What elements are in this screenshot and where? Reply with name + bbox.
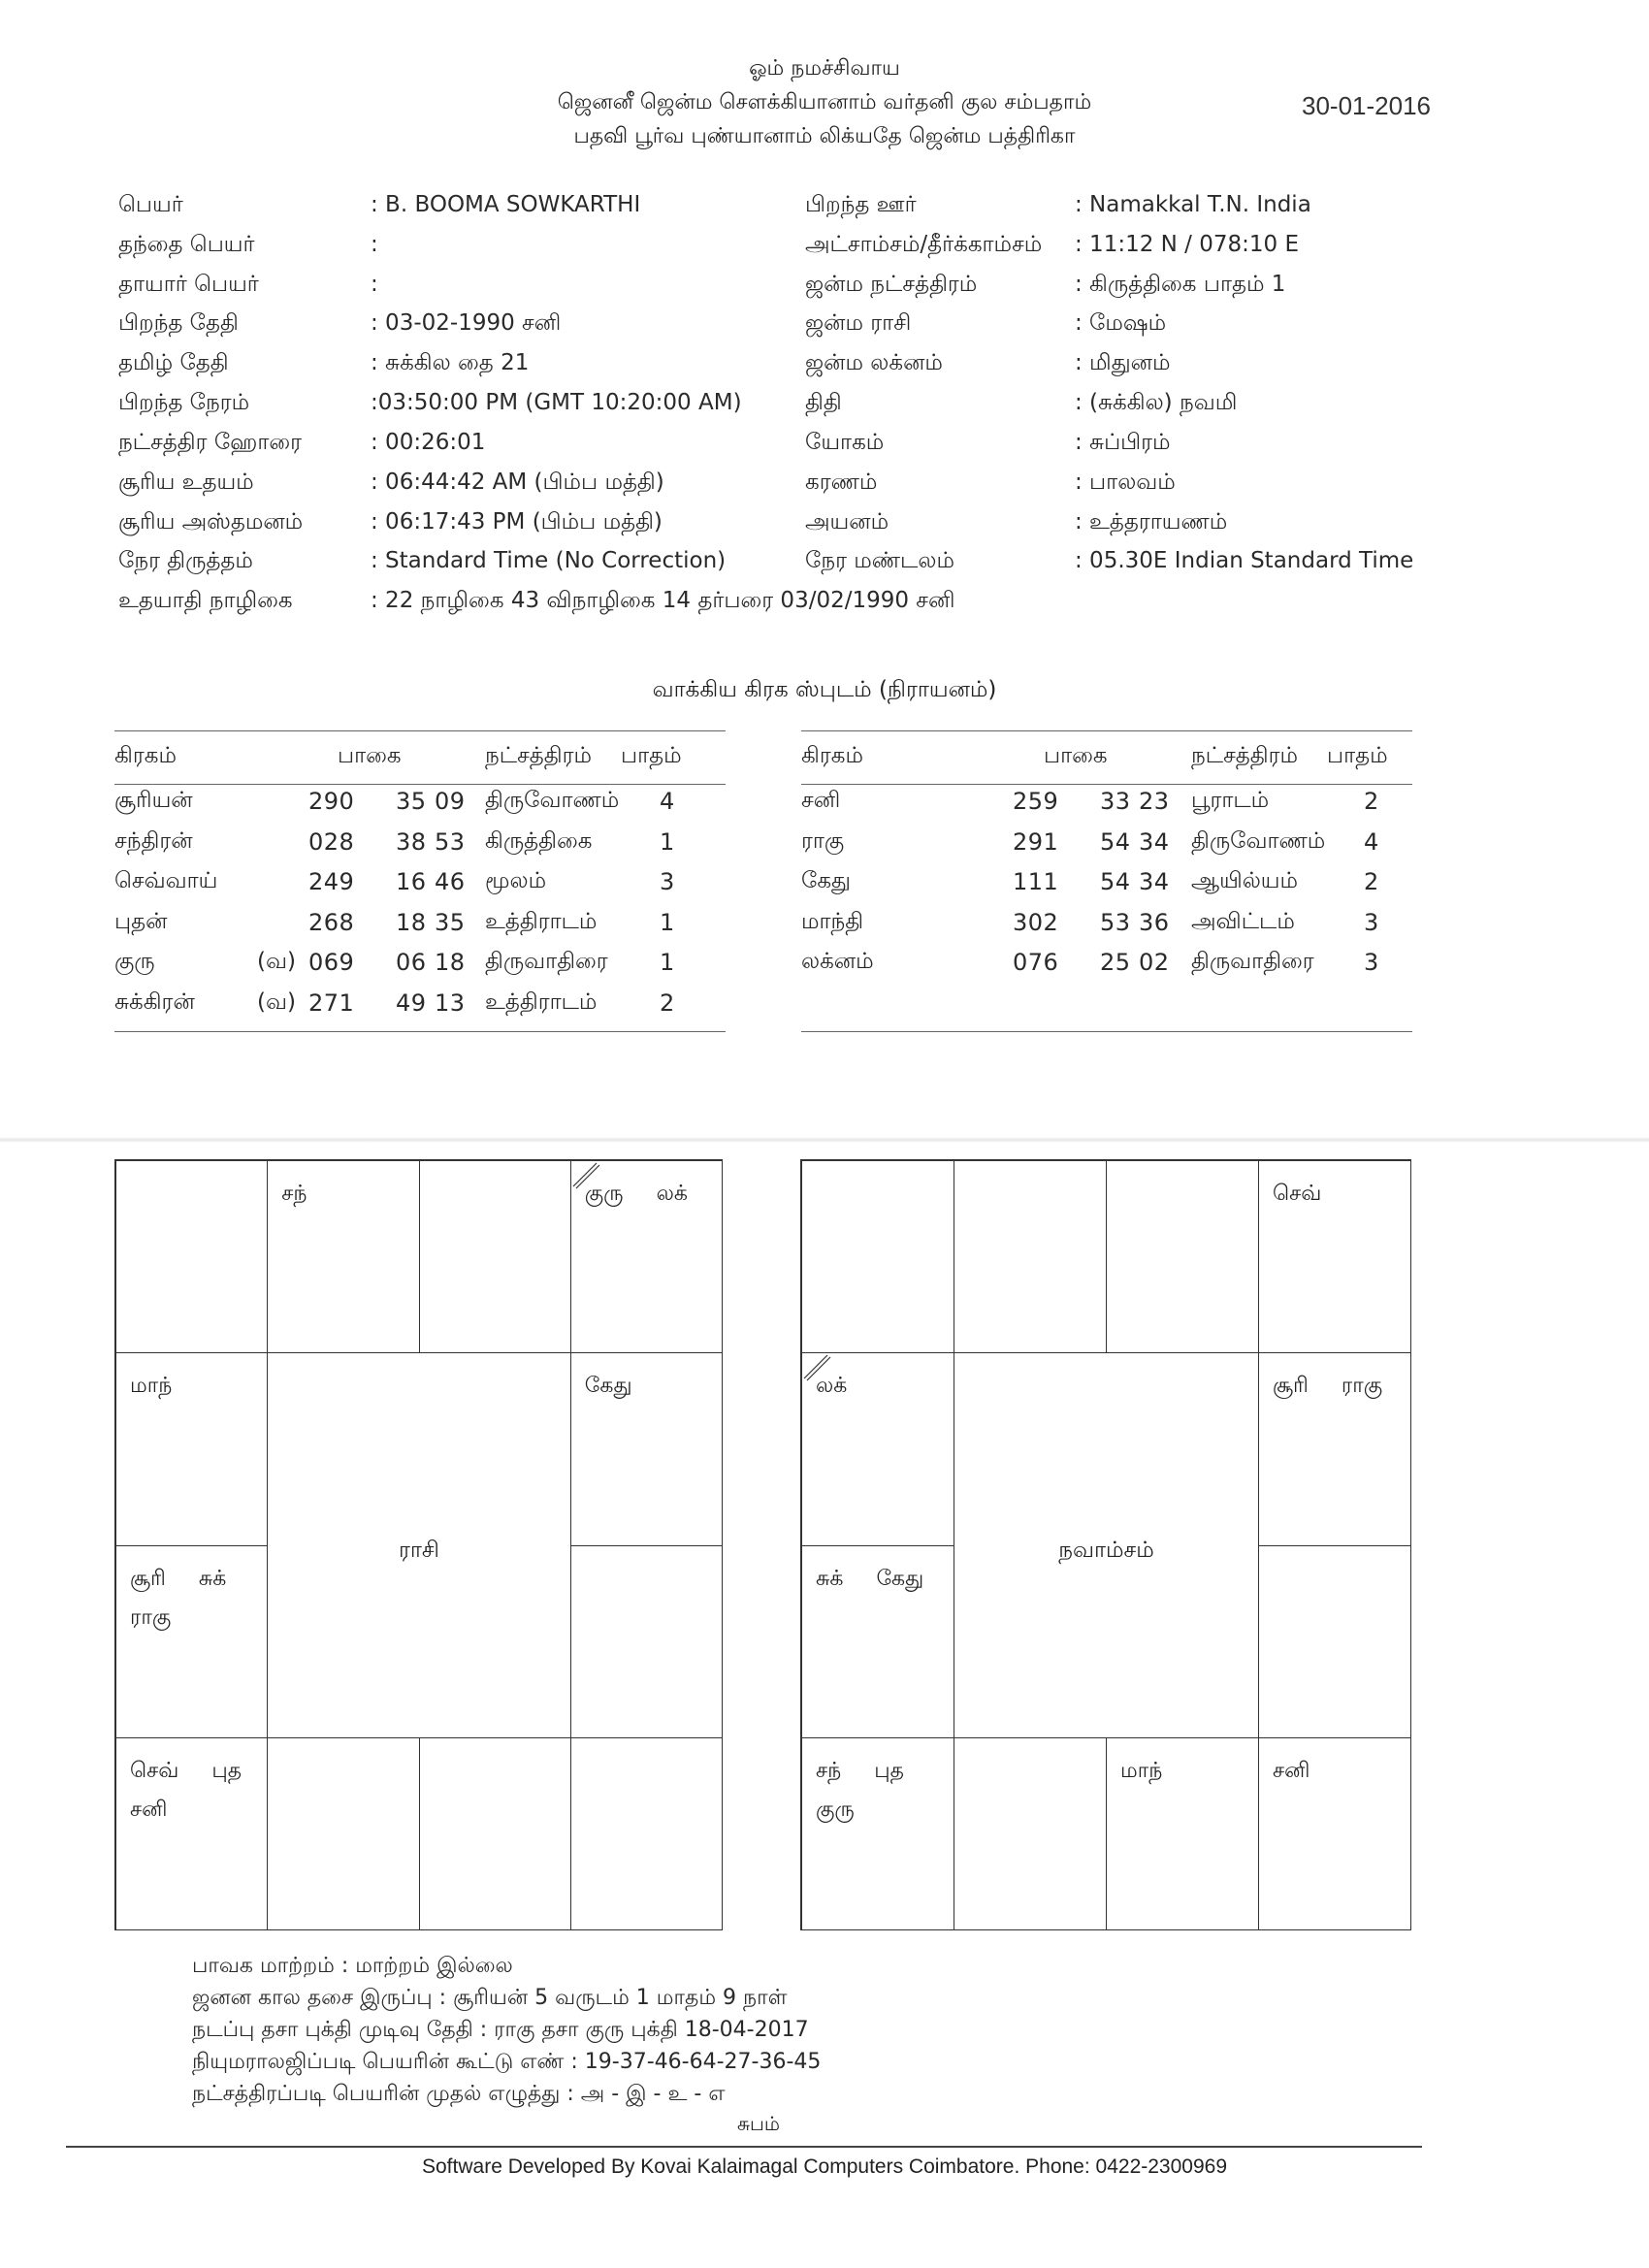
planet-name: சுக்கிரன்: [114, 988, 195, 1015]
house-planets: [130, 1752, 257, 1830]
planet-abbrev: புத: [874, 1758, 904, 1783]
house-planets: [130, 1560, 257, 1637]
column-header-degree: பாகை: [1044, 743, 1108, 768]
summary-notes: [192, 1950, 821, 2110]
detail-label: தமிழ் தேதி: [118, 350, 229, 376]
detail-value: : Namakkal T.N. India: [1075, 192, 1311, 217]
degree-value: 028: [308, 827, 355, 856]
detail-value: : 22 நாழிகை 43 விநாழிகை 14 தர்பரை 03/02/1990 சனி: [371, 588, 955, 614]
minute-value: 25: [1100, 949, 1131, 976]
planet-abbrev: செவ்: [130, 1758, 179, 1783]
detail-value: : கிருத்திகை பாதம் 1: [1075, 271, 1286, 297]
minute-value: 35: [396, 788, 427, 815]
house-kanni: [570, 1737, 723, 1930]
house-planets: [1273, 1175, 1401, 1214]
detail-value: : 11:12 N / 078:10 E: [1075, 231, 1299, 257]
detail-label: பெயர்: [118, 192, 183, 217]
detail-label: அட்சாம்சம்/தீர்க்காம்சம்: [805, 231, 1043, 257]
house-planets: [1273, 1752, 1401, 1791]
minute-value: 16: [396, 868, 427, 895]
pada-value: 1: [660, 908, 675, 936]
summary-line: நியுமராலஜிப்படி பெயரின் கூட்டு எண் : 19-37-46-64-27-36-45: [192, 2050, 822, 2074]
detail-label: திதி: [805, 390, 842, 416]
house-kanni: [1258, 1737, 1411, 1930]
planet-abbrev: சந்: [281, 1182, 307, 1206]
table-bottom-rule: [801, 1031, 1412, 1032]
house-simmam: [1258, 1545, 1411, 1738]
footer-divider: [66, 2146, 1422, 2148]
pada-value: 1: [660, 827, 675, 856]
minute-value: 06: [396, 949, 427, 976]
detail-label: ஜன்ம நட்சத்திரம்: [805, 271, 978, 297]
minute-value: 53: [1100, 908, 1131, 936]
navamsa-chart: [800, 1159, 1411, 1930]
house-planets: [281, 1175, 408, 1214]
house-planets: [130, 1367, 257, 1406]
house-planets: [1120, 1752, 1248, 1791]
degree-value: 069: [308, 949, 355, 976]
planet-name: ராகு: [801, 827, 845, 854]
table-top-rule: [114, 730, 726, 731]
detail-value: : B. BOOMA SOWKARTHI: [371, 192, 641, 217]
table-header-rule: [114, 784, 726, 785]
detail-label: சூரிய அஸ்தமனம்: [118, 508, 304, 535]
detail-value: :03:50:00 PM (GMT 10:20:00 AM): [371, 390, 742, 416]
house-meenam: [801, 1160, 954, 1353]
degree-value: 076: [1013, 949, 1059, 976]
column-header-planet: கிரகம்: [114, 743, 177, 768]
detail-label: பிறந்த ஊர்: [805, 192, 917, 217]
house-mesham: [267, 1160, 419, 1353]
planet-abbrev: குரு: [584, 1182, 624, 1206]
detail-value: : பாலவம்: [1075, 469, 1176, 495]
second-value: 18: [435, 949, 466, 976]
house-makaram: [801, 1545, 954, 1738]
planet-abbrev: சூரி: [1273, 1374, 1309, 1399]
house-viruchigam: [954, 1737, 1107, 1930]
planet-abbrev: சுக்: [816, 1566, 844, 1591]
degree-value: 249: [308, 868, 355, 895]
planet-abbrev: சந்: [816, 1758, 842, 1783]
planet-table-title: வாக்கிய கிரக ஸ்புடம் (நிராயனம்): [652, 677, 997, 702]
chart-center: [954, 1352, 1259, 1738]
column-header-star: நட்சத்திரம்: [485, 743, 593, 768]
detail-label: பிறந்த தேதி: [118, 310, 239, 337]
second-value: 35: [435, 908, 466, 936]
column-header-pada: பாதம்: [1327, 743, 1388, 768]
degree-value: 111: [1013, 868, 1059, 895]
planet-name: சந்திரன்: [114, 827, 193, 854]
rasi-chart: [114, 1159, 723, 1930]
house-thulam: [1106, 1737, 1259, 1930]
minute-value: 38: [396, 827, 427, 856]
detail-label: அயனம்: [805, 508, 889, 535]
house-mithunam: [1258, 1160, 1411, 1353]
column-header-degree: பாகை: [338, 743, 402, 768]
detail-value: :: [371, 231, 378, 257]
planet-name: சனி: [801, 788, 841, 813]
house-planets: [1273, 1367, 1401, 1406]
house-makaram: [115, 1545, 268, 1738]
sloka-line-2: பதவி பூர்வ புண்யானாம் லிக்யதே ஜென்ம பத்திரிகா: [573, 124, 1076, 148]
second-value: 46: [435, 868, 466, 895]
house-thulam: [419, 1737, 571, 1930]
house-planets: [585, 1175, 712, 1214]
second-value: 36: [1139, 908, 1170, 936]
planet-abbrev: குரு: [816, 1797, 855, 1822]
pada-value: 4: [1364, 827, 1379, 856]
detail-value: : மிதுனம்: [1075, 350, 1171, 376]
nakshatra-name: திருவாதிரை: [1191, 949, 1314, 974]
planet-abbrev: செவ்: [1273, 1182, 1322, 1206]
nakshatra-name: கிருத்திகை: [485, 827, 593, 854]
detail-value: : 03-02-1990 சனி: [371, 310, 562, 337]
detail-label: சூரிய உதயம்: [118, 469, 254, 495]
house-kadagam: [1258, 1352, 1411, 1545]
second-value: 34: [1139, 827, 1170, 856]
planet-abbrev: கேது: [876, 1566, 924, 1591]
house-planets: [585, 1367, 712, 1406]
detail-label: ஜன்ம ராசி: [805, 310, 912, 337]
planet-name: மாந்தி: [801, 908, 864, 934]
pada-value: 2: [1364, 788, 1379, 815]
degree-value: 302: [1013, 908, 1059, 936]
nakshatra-name: அவிட்டம்: [1191, 908, 1295, 934]
detail-value: : 06:44:42 AM (பிம்ப மத்தி): [371, 469, 664, 495]
planet-abbrev: ராகு: [1341, 1374, 1383, 1399]
paper-fold: [0, 1137, 1649, 1143]
column-header-planet: கிரகம்: [801, 743, 863, 768]
detail-value: : மேஷம்: [1075, 310, 1167, 337]
blessing-text: சுபம்: [737, 2112, 781, 2135]
summary-line: நட்சத்திரப்படி பெயரின் முதல் எழுத்து : அ - இ - உ - எ: [192, 2082, 726, 2106]
detail-label: நேர திருத்தம்: [118, 548, 253, 574]
minute-value: 33: [1100, 788, 1131, 815]
planet-abbrev: லக்: [656, 1182, 688, 1206]
second-value: 23: [1139, 788, 1170, 815]
minute-value: 54: [1100, 827, 1131, 856]
planet-abbrev: லக்: [816, 1374, 848, 1399]
detail-value: : சுக்கில தை 21: [371, 350, 530, 376]
house-kumbam: [801, 1352, 954, 1545]
detail-label: உதயாதி நாழிகை: [118, 588, 293, 614]
nakshatra-name: திருவாதிரை: [485, 949, 608, 974]
house-kumbam: [115, 1352, 268, 1545]
pada-value: 3: [1364, 908, 1379, 936]
house-mithunam: [570, 1160, 723, 1353]
pada-value: 4: [660, 788, 675, 815]
degree-value: 291: [1013, 827, 1059, 856]
print-date: 30-01-2016: [1302, 91, 1431, 120]
detail-label: நட்சத்திர ஹோரை: [118, 429, 302, 455]
second-value: 02: [1139, 949, 1170, 976]
pada-value: 2: [1364, 868, 1379, 895]
chart-center: [267, 1352, 571, 1738]
column-header-star: நட்சத்திரம்: [1191, 743, 1299, 768]
house-rishabam: [419, 1160, 571, 1353]
degree-value: 271: [308, 988, 355, 1017]
house-viruchigam: [267, 1737, 419, 1930]
retrograde-marker: (வ): [257, 949, 296, 974]
detail-label: தந்தை பெயர்: [118, 231, 255, 257]
pada-value: 2: [660, 988, 675, 1017]
nakshatra-name: திருவோணம்: [1191, 827, 1326, 854]
nakshatra-name: உத்திராடம்: [485, 908, 598, 934]
table-bottom-rule: [114, 1031, 726, 1032]
house-mesham: [954, 1160, 1107, 1353]
column-header-pada: பாதம்: [621, 743, 682, 768]
planet-name: லக்னம்: [801, 949, 874, 974]
summary-line: ஜனன கால தசை இருப்பு : சூரியன் 5 வருடம் 1 மாதம் 9 நாள்: [192, 1986, 788, 2010]
nakshatra-name: திருவோணம்: [485, 788, 620, 813]
retrograde-marker: (வ): [257, 988, 296, 1015]
minute-value: 49: [396, 988, 427, 1017]
planet-abbrev: புத: [211, 1758, 242, 1783]
house-planets: [816, 1560, 944, 1599]
nakshatra-name: உத்திராடம்: [485, 988, 598, 1015]
house-meenam: [115, 1160, 268, 1353]
detail-label: யோகம்: [805, 429, 885, 455]
planet-name: புதன்: [114, 908, 168, 934]
planet-abbrev: ராகு: [130, 1604, 172, 1630]
detail-value: : Standard Time (No Correction): [371, 548, 727, 574]
detail-value: : 05.30E Indian Standard Time: [1075, 548, 1414, 574]
degree-value: 268: [308, 908, 355, 936]
software-credits: Software Developed By Kovai Kalaimagal Computers Coimbatore. Phone: 0422-2300969: [422, 2155, 1227, 2178]
nakshatra-name: மூலம்: [485, 868, 547, 893]
planet-abbrev: மாந்: [130, 1374, 173, 1399]
house-rishabam: [1106, 1160, 1259, 1353]
house-simmam: [570, 1545, 723, 1738]
nakshatra-name: பூராடம்: [1191, 788, 1270, 813]
second-value: 34: [1139, 868, 1170, 895]
detail-value: : 06:17:43 PM (பிம்ப மத்தி): [371, 508, 663, 535]
detail-value: : 00:26:01: [371, 429, 486, 455]
planet-name: கேது: [801, 868, 851, 893]
invocation-line: ஓம் நமச்சிவாய: [749, 56, 900, 81]
planet-name: சூரியன்: [114, 788, 193, 813]
summary-line: பாவக மாற்றம் : மாற்றம் இல்லை: [192, 1954, 513, 1978]
summary-line: நடப்பு தசா புக்தி முடிவு தேதி : ராகு தசா குரு புக்தி 18-04-2017: [192, 2018, 809, 2042]
chart-title: நவாம்சம்: [1058, 1538, 1154, 1564]
house-dhanusu: [115, 1737, 268, 1930]
minute-value: 54: [1100, 868, 1131, 895]
detail-value: : உத்தராயணம்: [1075, 508, 1228, 535]
detail-label: கரணம்: [805, 469, 878, 495]
detail-label: ஜன்ம லக்னம்: [805, 350, 943, 376]
second-value: 53: [435, 827, 466, 856]
house-kadagam: [570, 1352, 723, 1545]
sloka-line-1: ஜெனனீ ஜென்ம சௌக்கியானாம் வர்தனி குல சம்பதாம்: [557, 90, 1092, 114]
planet-name: குரு: [114, 949, 155, 974]
table-top-rule: [801, 730, 1412, 731]
detail-value: :: [371, 271, 378, 297]
planet-abbrev: சனி: [1273, 1758, 1310, 1783]
chart-title: ராசி: [399, 1538, 439, 1564]
degree-value: 259: [1013, 788, 1059, 815]
planet-abbrev: கேது: [584, 1374, 632, 1399]
detail-value: : (சுக்கில) நவமி: [1075, 390, 1238, 416]
planet-abbrev: சனி: [130, 1797, 168, 1822]
minute-value: 18: [396, 908, 427, 936]
planet-name: செவ்வாய்: [114, 868, 218, 893]
detail-label: தாயார் பெயர்: [118, 271, 259, 297]
planet-abbrev: சூரி: [130, 1566, 166, 1591]
planet-abbrev: சுக்: [198, 1566, 227, 1591]
detail-label: நேர மண்டலம்: [805, 548, 954, 574]
degree-value: 290: [308, 788, 355, 815]
planet-abbrev: மாந்: [1120, 1758, 1163, 1783]
pada-value: 1: [660, 949, 675, 976]
second-value: 09: [435, 788, 466, 815]
detail-label: பிறந்த நேரம்: [118, 390, 250, 416]
table-header-rule: [801, 784, 1412, 785]
house-dhanusu: [801, 1737, 954, 1930]
house-planets: [816, 1752, 944, 1830]
pada-value: 3: [1364, 949, 1379, 976]
pada-value: 3: [660, 868, 675, 895]
nakshatra-name: ஆயில்யம்: [1191, 868, 1299, 893]
house-planets: [816, 1367, 944, 1406]
second-value: 13: [435, 988, 466, 1017]
detail-value: : சுப்பிரம்: [1075, 429, 1171, 455]
